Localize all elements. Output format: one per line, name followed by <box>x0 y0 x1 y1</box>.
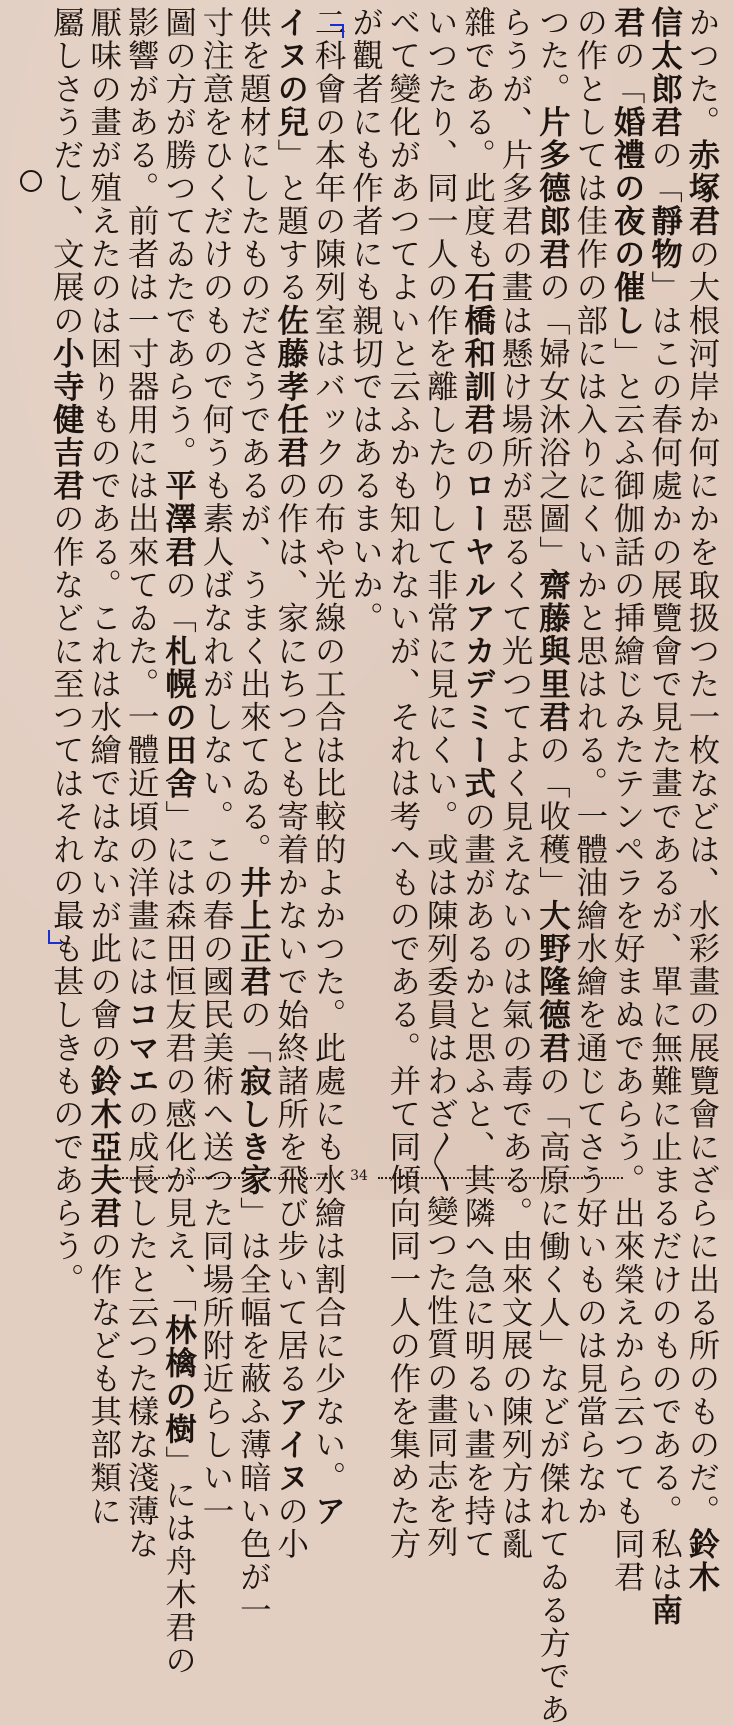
bold-name-segment: 平澤君 <box>159 468 196 569</box>
bold-name-segment: ローヤルアカデミー式 <box>458 469 495 800</box>
text-column <box>271 6 308 1561</box>
bold-name-segment: 札幌の田舍 <box>159 634 196 800</box>
text-segment: 供を題材にしたものださうであるが、うまく出來てゐる。 <box>234 6 271 866</box>
text-segment: の <box>458 435 495 469</box>
bold-name-segment: 井上正君 <box>234 865 271 999</box>
text-column <box>645 6 682 1627</box>
text-segment: 」と云ふ御伽話の挿繪じみたテンペラを好まぬであらう。出來榮えから云つても同君 <box>608 336 645 1594</box>
text-column <box>159 6 196 1677</box>
text-segment: の作などに至つてはそれの最も甚しきものであらう。 <box>47 502 84 1296</box>
text-column <box>196 6 233 1528</box>
text-segment: の成長したと云つた樣な淺薄な <box>122 1097 159 1561</box>
text-segment: べて變化があつてよいと云ふかも知れないが、それは考へものである。并て同傾向同一人の作を集めた方 <box>383 6 420 1561</box>
text-column <box>683 6 719 1594</box>
footer-rule-left <box>110 1177 340 1179</box>
text-column <box>347 6 381 1161</box>
text-column <box>234 6 271 1627</box>
bold-name-segment: ア <box>309 1494 346 1528</box>
text-segment: 圖の方が勝つてゐたであらう。 <box>159 6 196 469</box>
bold-name-segment: イヌの兒 <box>271 6 308 139</box>
text-segment: いつたり、同一人の作を離したりして非常に見にくい。或は陳列委員はわざ〳〵變つた性質の畫同志を列 <box>421 6 458 1559</box>
text-column <box>458 6 495 1561</box>
bold-name-segment: 林檎の樹 <box>159 1313 196 1446</box>
text-segment: 雜である。此度も <box>458 6 495 271</box>
bold-name-segment: 君 <box>608 6 645 40</box>
bold-name-segment: 婚禮の夜の催し <box>608 105 645 337</box>
text-segment: 影響がある。前者は一寸器用には出來てゐた。一體近頃の洋畫には <box>122 6 159 999</box>
page-number: 34 <box>350 1168 368 1184</box>
text-column <box>47 6 84 1296</box>
text-segment: の「 <box>645 138 682 205</box>
bold-name-segment: 大野隆德君 <box>533 898 570 1065</box>
text-segment: の作は、家にちつとも寄着かないで始終諸所を飛び步いて居る <box>271 469 308 1395</box>
text-segment: の「收穫」 <box>533 733 570 899</box>
text-segment: の「高原に働く人」などが傑れてゐる方であ <box>533 1064 570 1726</box>
text-column <box>608 6 645 1594</box>
text-segment: 」には舟木君の <box>159 1445 196 1677</box>
bold-name-segment: 靜物 <box>645 204 682 271</box>
text-segment: 」には森田恒友君の感化が見え、「 <box>159 799 196 1314</box>
text-column <box>84 6 121 1528</box>
text-segment: の畫があるかと思ふと、其隣へ急に明るい畫を持て <box>458 799 495 1561</box>
bold-name-segment: アイヌ <box>271 1394 308 1495</box>
bold-name-segment: コマエ <box>122 998 159 1098</box>
text-segment: の「 <box>234 998 271 1065</box>
bold-name-segment: 信太郎君 <box>645 6 682 139</box>
bold-name-segment: 南 <box>645 1593 682 1627</box>
bold-name-segment: 寂しき家 <box>234 1064 271 1197</box>
text-segment: の小 <box>271 1494 308 1561</box>
text-segment: の作としては佳作の部には入りにくいかと思はれる。一體油繪水繪を通じてさう好いものは見當らなか <box>570 6 607 1528</box>
bold-name-segment: 赤塚君 <box>683 138 719 238</box>
text-column <box>496 6 533 1561</box>
text-segment: の「 <box>608 39 645 106</box>
bold-name-segment: 片多德郎君 <box>533 105 570 271</box>
text-segment: 寸注意をひくだけのもので何うも素人ばなれがしない。この春の國民美術へ送つた同場所附近らしい一 <box>196 6 233 1528</box>
text-segment: の「婦女沐浴之圖」 <box>533 270 570 569</box>
footer-rule-right <box>378 1177 623 1179</box>
text-segment: 厭味の畫が殖えたのは困りものである。これは水繪ではないが此の會の <box>84 6 121 1065</box>
text-column <box>421 6 458 1559</box>
bold-name-segment: 小寺健吉君 <box>47 336 84 503</box>
text-segment: 屬しさうだし、文展の <box>47 6 84 337</box>
text-segment: 」と題する <box>271 138 308 304</box>
text-segment: の大根河岸か何にかを取扱つた一枚などは、水彩畫の展覽會にざらに出る所のものだ。 <box>683 237 719 1528</box>
text-segment: らうが、片多君の畫は懸け場所が惡るくて光つてよく見えないのは氣の毒である。由來文展の陳列方は亂 <box>496 6 533 1561</box>
text-segment: 二科會の本年の陳列室はバックの布や光線の工合は比較的よかつた。此處にも水繪は割合に少ない。 <box>309 6 346 1495</box>
text-segment: かつた。 <box>683 6 719 139</box>
text-segment: 」は全幅を蔽ふ薄暗い色が一 <box>234 1196 271 1627</box>
bold-name-segment: 齋藤與里君 <box>533 568 570 734</box>
blue-open-bracket-mark <box>330 24 344 38</box>
text-segment: 」はこの春何處かの展覽會で見た畫であるが、單に無難に止まるだけのものである。私は <box>645 270 682 1594</box>
bold-name-segment: 石橋和訓君 <box>458 270 495 436</box>
text-segment: つた。 <box>533 6 570 106</box>
bold-name-segment: 佐藤孝任君 <box>271 303 308 469</box>
text-column <box>383 6 420 1561</box>
text-segment: の「 <box>159 568 196 635</box>
circle-section-mark <box>20 170 42 192</box>
bold-name-segment: 鈴木 <box>683 1527 719 1594</box>
text-column <box>309 6 346 1528</box>
page-footer <box>0 1160 733 1190</box>
bold-name-segment: 鈴木亞夫君 <box>84 1064 121 1230</box>
blue-close-bracket-mark <box>48 930 62 944</box>
text-column <box>122 6 159 1561</box>
text-column <box>570 6 607 1528</box>
text-segment: の作なども其部類に <box>84 1229 121 1528</box>
text-column <box>533 6 570 1726</box>
text-segment: が觀者にも作者にも親切ではあるまいか。 <box>346 6 383 635</box>
